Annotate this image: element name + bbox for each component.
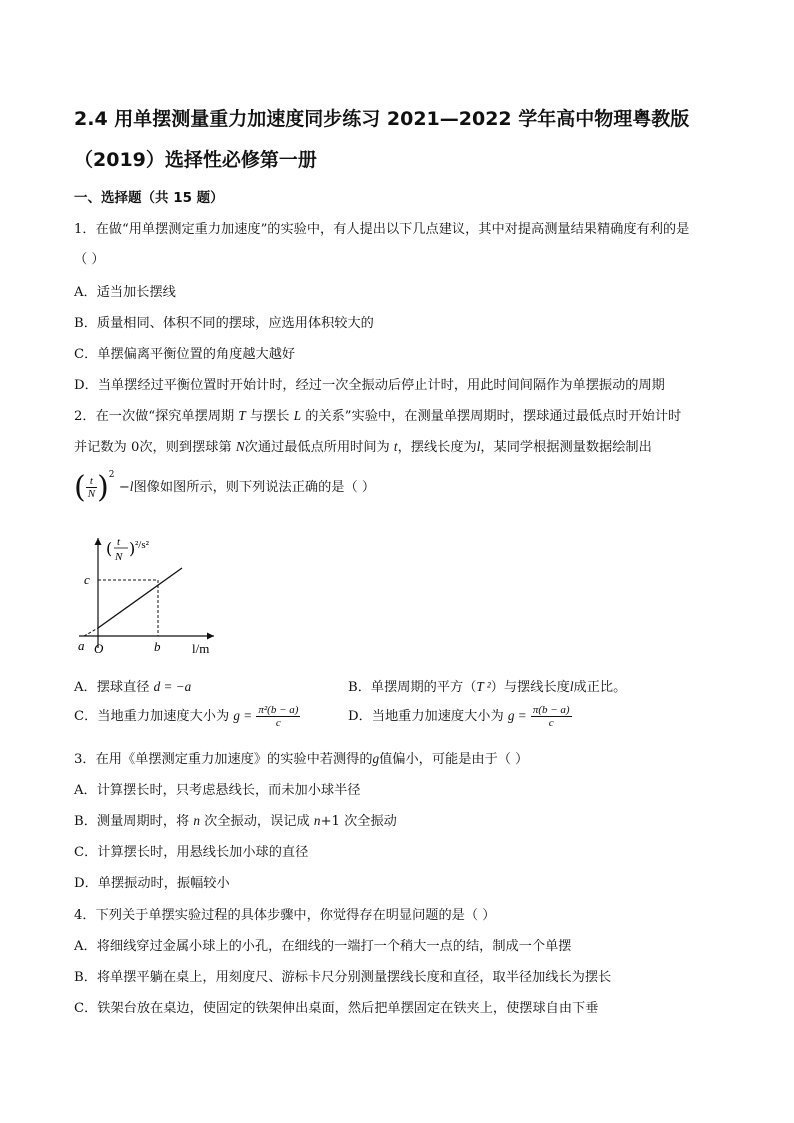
q2-option-d-num: π(b − a) [532, 704, 570, 716]
right-paren: ) [97, 470, 109, 505]
section-heading: 一、选择题（共 15 题） [74, 190, 224, 206]
q3-option-b [74, 810, 397, 829]
q2-text: 的关系”实验中，在测量单摆周期时，摆球通过最低点时开始计时 [301, 409, 682, 424]
q2-var-l: l [129, 479, 134, 494]
q2-option-b [348, 676, 626, 695]
q3-text: 值偏小，可能是由于（ ） [379, 752, 529, 767]
data-line [98, 568, 182, 628]
left-paren: ( [74, 470, 86, 505]
q2-fraction [86, 475, 97, 500]
q2-option-b-l: l [569, 679, 574, 694]
q3-option-b-text: +1 次全振动 [320, 814, 397, 829]
q2-stem-line3 [74, 470, 375, 505]
x-mark-label: b [154, 639, 161, 654]
q2-option-d-fraction [531, 704, 572, 729]
q1-option-a: A．适当加长摆线 [74, 285, 176, 300]
q2-text: ，摆线长度为 [397, 440, 477, 455]
q2-stem-line1 [74, 405, 681, 424]
q3-option-c: C．计算摆长时，用悬线长加小球的直径 [74, 845, 309, 860]
q2-graph [74, 530, 234, 660]
q2-text: − [118, 480, 130, 495]
q2-option-d-den: c [548, 717, 554, 729]
q2-stem-line2 [74, 436, 652, 455]
q2-option-a-text: A．摆球直径 [74, 680, 154, 695]
data-line-dashed [84, 628, 98, 636]
q2-text: ，某同学根据测量数据绘制出 [480, 440, 652, 455]
q2-option-c-text: C．当地重力加速度大小为 [74, 709, 234, 724]
q1-option-d: D．当单摆经过平衡位置时开始计时，经过一次全振动后停止计时，用此时间间隔作为单摆振动的周期 [74, 378, 665, 393]
q3-var-n: n [193, 813, 200, 828]
frac-numerator: t [89, 475, 93, 487]
q2-option-d [348, 704, 572, 729]
q2-var-t: t [393, 439, 398, 454]
y-axis-paren-r: ) [129, 539, 136, 558]
q2-option-a [74, 676, 191, 695]
q2-option-a-eq: d = −a [153, 679, 192, 694]
q2-text: 与摆长 [245, 409, 294, 424]
q2-text: 并记数为 0次，则到摆球第 [74, 440, 236, 455]
square-sup: 2 [108, 470, 115, 480]
x-intercept-label: a [78, 638, 85, 653]
y-axis-den: N [115, 551, 123, 563]
y-axis-unit: ²/s² [135, 539, 149, 551]
origin-label: O [94, 641, 104, 656]
q2-var-l: l [476, 439, 481, 454]
q4-stem: 4．下列关于单摆实验过程的具体步骤中，你觉得存在明显问题的是（ ） [74, 908, 496, 923]
q3-var-g: g [372, 751, 380, 766]
q4-option-b: B．将单摆平躺在桌上，用刻度尺、游标卡尺分别测量摆线长度和直径，取半径加线长为摆长 [74, 970, 612, 985]
q2-option-c-num: π²(b − a) [258, 704, 299, 716]
q2-var-N: N [235, 439, 245, 454]
document-title-line1: 2.4 用单摆测量重力加速度同步练习 2021—2022 学年高中物理粤教版 [74, 108, 690, 130]
q3-stem [74, 748, 528, 767]
document-title-line2: （2019）选择性必修第一册 [74, 149, 317, 171]
q3-option-b-text: 次全振动，误记成 [199, 814, 314, 829]
y-axis-num: t [117, 536, 121, 548]
q3-option-b-text: B．测量周期时，将 [74, 814, 194, 829]
q2-option-c [74, 704, 300, 729]
q2-option-b-T: T ² [476, 679, 491, 694]
q2-option-b-text: 成正比。 [573, 680, 627, 695]
y-axis-paren-l: ( [106, 539, 113, 558]
q1-stem-paren: （ ） [74, 252, 105, 267]
q2-option-d-text: D．当地重力加速度大小为 [348, 709, 508, 724]
q2-var-T: T [238, 408, 246, 423]
q3-var-n: n [313, 813, 321, 828]
frac-denominator: N [87, 488, 96, 500]
q2-option-c-den: c [275, 717, 281, 729]
q2-option-b-text: B．单摆周期的平方（ [348, 680, 477, 695]
q1-option-c: C．单摆偏离平衡位置的角度越大越好 [74, 347, 296, 362]
q2-option-b-text: ）与摆线长度 [490, 680, 570, 695]
q1-option-b: B．质量相同、体积不同的摆球，应选用体积较大的 [74, 316, 374, 331]
q3-option-d: D．单摆振动时，振幅较小 [74, 876, 230, 891]
q1-stem: 1．在做“用单摆测定重力加速度”的实验中，有人提出以下几点建议，其中对提高测量结果精确度有利的是 [74, 222, 690, 237]
y-mark-label: c [84, 572, 90, 587]
q2-var-L: L [293, 408, 302, 423]
q4-option-a: A．将细线穿过金属小球上的小孔，在细线的一端打一个稍大一点的结，制成一个单摆 [74, 939, 572, 954]
q2-text: 图像如图所示，则下列说法正确的是（ ） [133, 480, 376, 495]
q2-text: 次通过最低点所用时间为 [244, 440, 394, 455]
q2-option-c-g: g = [233, 708, 253, 723]
q2-text: 2．在一次做“探究单摆周期 [74, 409, 239, 424]
q3-text: 3．在用《单摆测定重力加速度》的实验中若测得的 [74, 752, 373, 767]
q2-option-d-g: g = [507, 708, 527, 723]
q3-option-a: A．计算摆长时，只考虑悬线长，而未加小球半径 [74, 783, 361, 798]
x-axis-label: l/m [192, 641, 210, 656]
q4-option-c: C．铁架台放在桌边，使固定的铁架伸出桌面，然后把单摆固定在铁夹上，使摆球自由下垂 [74, 1001, 599, 1016]
q2-option-c-fraction [256, 704, 300, 729]
